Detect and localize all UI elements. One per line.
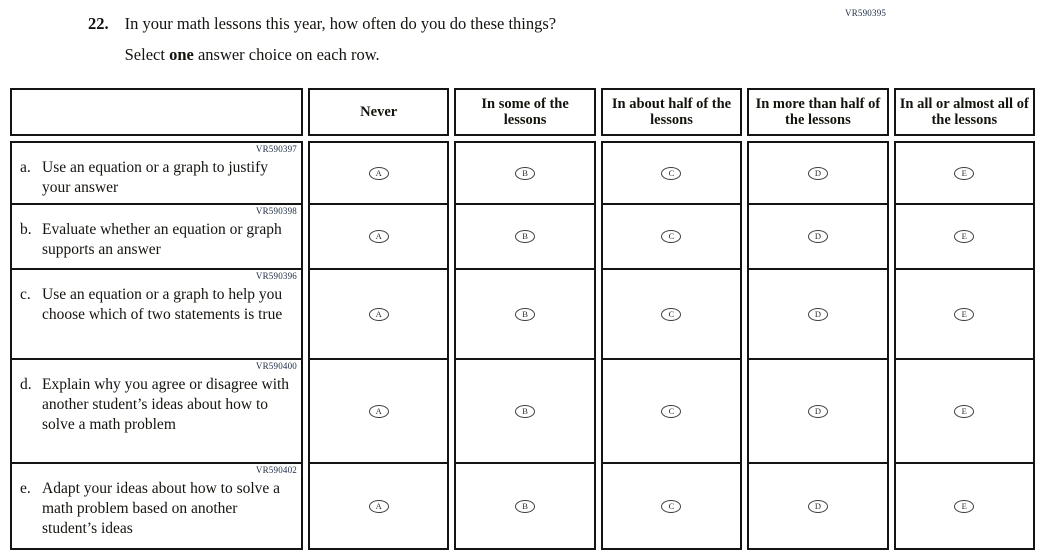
answer-bubble-e-B[interactable]: B: [515, 500, 535, 513]
question-instruction: [125, 44, 556, 65]
row-code: VR590397: [255, 144, 297, 154]
answer-bubble-d-D[interactable]: D: [808, 405, 828, 418]
row-stem-c: [12, 268, 301, 358]
answer-bubble-a-E[interactable]: E: [954, 167, 974, 180]
answer-cell-c-in-more-than-half-of-the-lessons: [749, 268, 886, 358]
answer-cell-a-in-more-than-half-of-the-lessons: [749, 143, 886, 203]
column-header-label: In all or almost all of the lessons: [899, 95, 1029, 128]
answer-bubble-d-A[interactable]: A: [369, 405, 389, 418]
row-item: [20, 375, 296, 434]
answer-cell-e-in-more-than-half-of-the-lessons: [749, 462, 886, 548]
answer-cell-b-in-some-of-the-lessons: [456, 203, 593, 268]
answer-column-in-about-half-of-the-lessons: [601, 141, 742, 550]
answer-cell-c-never: [310, 268, 447, 358]
answer-bubble-c-D[interactable]: D: [808, 308, 828, 321]
row-text: Use an equation or a graph to justify your answer: [42, 159, 268, 196]
row-text: Evaluate whether an equation or graph supports an answer: [42, 221, 282, 258]
column-header-in-about-half-of-the-lessons: [601, 88, 742, 136]
column-header-label: In about half of the lessons: [611, 95, 732, 128]
answer-cell-d-never: [310, 358, 447, 462]
row-text: Use an equation or a graph to help you choose which of two statements is true: [42, 286, 283, 323]
answer-cell-b-in-more-than-half-of-the-lessons: [749, 203, 886, 268]
answer-cell-d-in-some-of-the-lessons: [456, 358, 593, 462]
answer-bubble-a-C[interactable]: C: [661, 167, 681, 180]
answer-bubble-e-D[interactable]: D: [808, 500, 828, 513]
answer-column-in-more-than-half-of-the-lessons: [747, 141, 888, 550]
answer-cell-b-never: [310, 203, 447, 268]
column-header-stem: [10, 88, 303, 136]
row-item: [20, 479, 296, 538]
row-stem-d: [12, 358, 301, 462]
answer-cell-a-in-some-of-the-lessons: [456, 143, 593, 203]
answer-bubble-b-D[interactable]: D: [808, 230, 828, 243]
answer-bubble-b-A[interactable]: A: [369, 230, 389, 243]
question-block: [88, 13, 556, 66]
answer-bubble-d-C[interactable]: C: [661, 405, 681, 418]
answer-column-never: [308, 141, 449, 550]
answer-cell-d-in-all-or-almost-all-of-the-lessons: [896, 358, 1033, 462]
row-code: VR590402: [255, 465, 297, 475]
answer-cell-e-in-all-or-almost-all-of-the-lessons: [896, 462, 1033, 548]
answer-bubble-e-E[interactable]: E: [954, 500, 974, 513]
answer-cell-e-never: [310, 462, 447, 548]
column-header-label: Never: [360, 103, 398, 120]
instruction-suffix: answer choice on each row.: [193, 45, 380, 65]
answer-cell-a-in-all-or-almost-all-of-the-lessons: [896, 143, 1033, 203]
row-item: [20, 158, 296, 198]
column-header-in-more-than-half-of-the-lessons: [747, 88, 888, 136]
survey-table: [10, 88, 1035, 550]
answer-bubble-d-E[interactable]: E: [954, 405, 974, 418]
answer-cell-a-in-about-half-of-the-lessons: [603, 143, 740, 203]
row-item: [20, 220, 296, 260]
answer-bubble-c-E[interactable]: E: [954, 308, 974, 321]
row-letter: b.: [20, 221, 32, 238]
answer-cell-c-in-all-or-almost-all-of-the-lessons: [896, 268, 1033, 358]
answer-bubble-d-B[interactable]: B: [515, 405, 535, 418]
answer-bubble-c-A[interactable]: A: [369, 308, 389, 321]
row-stem-b: [12, 203, 301, 268]
row-item: [20, 285, 296, 325]
question-text-lines: [121, 13, 556, 66]
answer-bubble-a-A[interactable]: A: [369, 167, 389, 180]
answer-column-in-all-or-almost-all-of-the-lessons: [894, 141, 1035, 550]
row-letter: a.: [20, 159, 31, 176]
row-code: VR590398: [255, 206, 297, 216]
row-letter: d.: [20, 376, 32, 393]
answer-cell-e-in-about-half-of-the-lessons: [603, 462, 740, 548]
answer-bubble-c-C[interactable]: C: [661, 308, 681, 321]
answer-bubble-b-B[interactable]: B: [515, 230, 535, 243]
column-header-never: [308, 88, 449, 136]
answer-bubble-c-B[interactable]: B: [515, 308, 535, 321]
form-code: VR590395: [845, 8, 887, 18]
answer-bubble-a-B[interactable]: B: [515, 167, 535, 180]
answer-cell-d-in-about-half-of-the-lessons: [603, 358, 740, 462]
answer-cell-d-in-more-than-half-of-the-lessons: [749, 358, 886, 462]
column-header-in-some-of-the-lessons: [454, 88, 595, 136]
stem-column: [10, 141, 303, 550]
row-letter: e.: [20, 480, 31, 497]
instruction-bold-word: one: [169, 45, 194, 65]
answer-cell-a-never: [310, 143, 447, 203]
column-header-label: In more than half of the lessons: [755, 95, 881, 128]
column-header-in-all-or-almost-all-of-the-lessons: [894, 88, 1035, 136]
row-text: Explain why you agree or disagree with another student’s ideas about how to solve a math problem: [42, 376, 290, 433]
row-text: Adapt your ideas about how to solve a math problem based on another student’s ideas: [42, 480, 281, 537]
row-code: VR590396: [255, 271, 297, 281]
answer-cell-b-in-all-or-almost-all-of-the-lessons: [896, 203, 1033, 268]
answer-cell-b-in-about-half-of-the-lessons: [603, 203, 740, 268]
question-prompt: In your math lessons this year, how often do you do these things?: [124, 14, 557, 33]
answer-cell-c-in-about-half-of-the-lessons: [603, 268, 740, 358]
answer-cell-c-in-some-of-the-lessons: [456, 268, 593, 358]
row-code: VR590400: [255, 361, 297, 371]
answer-column-in-some-of-the-lessons: [454, 141, 595, 550]
answer-bubble-a-D[interactable]: D: [808, 167, 828, 180]
row-letter: c.: [20, 286, 31, 303]
answer-bubble-e-C[interactable]: C: [661, 500, 681, 513]
row-stem-a: [12, 143, 301, 203]
answer-bubble-e-A[interactable]: A: [369, 500, 389, 513]
row-stem-e: [12, 462, 301, 548]
question-number: 22.: [88, 14, 109, 33]
answer-cell-e-in-some-of-the-lessons: [456, 462, 593, 548]
answer-bubble-b-E[interactable]: E: [954, 230, 974, 243]
answer-bubble-b-C[interactable]: C: [661, 230, 681, 243]
instruction-prefix: Select: [124, 45, 170, 65]
column-header-label: In some of the lessons: [481, 95, 569, 128]
